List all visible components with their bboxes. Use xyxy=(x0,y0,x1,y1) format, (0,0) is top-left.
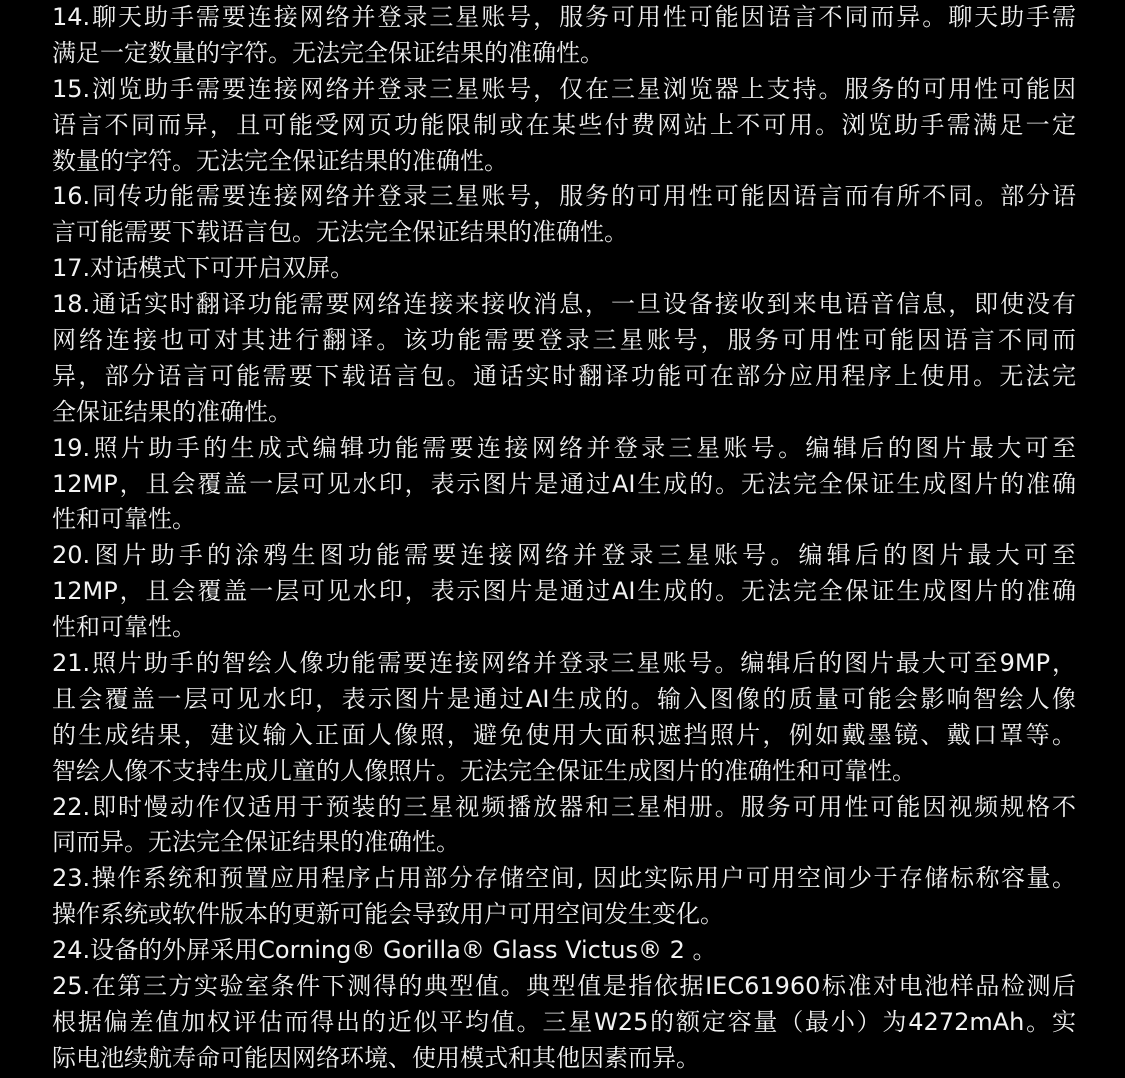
footnote-line: 15.浏览助手需要连接网络并登录三星账号，仅在三星浏览器上支持。服务的可用性可能因 xyxy=(52,74,1076,103)
footnote-15 xyxy=(52,72,1076,180)
footnote-line: 数量的字符。无法完全保证结果的准确性。 xyxy=(52,146,508,175)
footnote-line: 异，部分语言可能需要下载语言包。通话实时翻译功能可在部分应用程序上使用。无法完 xyxy=(52,361,1076,390)
footnote-line: 20.图片助手的涂鸦生图功能需要连接网络并登录三星账号。编辑后的图片最大可至 xyxy=(52,541,1076,570)
footnote-line: 操作系统或软件版本的更新可能会导致用户可用空间发生变化。 xyxy=(52,900,724,929)
footnote-line: 12MP，且会覆盖一层可见水印，表示图片是通过AI生成的。无法完全保证生成图片的准确 xyxy=(52,577,1076,606)
footnote-line: 19.照片助手的生成式编辑功能需要连接网络并登录三星账号。编辑后的图片最大可至 xyxy=(52,433,1076,462)
footnote-line: 全保证结果的准确性。 xyxy=(52,397,292,426)
footnote-25 xyxy=(52,969,1076,1077)
footnote-line: 智绘人像不支持生成儿童的人像照片。无法完全保证生成图片的准确性和可靠性。 xyxy=(52,756,916,785)
footnote-line: 言可能需要下载语言包。无法完全保证结果的准确性。 xyxy=(52,218,628,247)
footnote-line: 网络连接也可对其进行翻译。该功能需要登录三星账号，服务可用性可能因语言不同而 xyxy=(52,326,1076,355)
footnote-line: 际电池续航寿命可能因网络环境、使用模式和其他因素而异。 xyxy=(52,1043,700,1072)
footnote-line: 22.即时慢动作仅适用于预装的三星视频播放器和三星相册。服务可用性可能因视频规格不 xyxy=(52,792,1076,821)
footnote-17 xyxy=(52,251,1076,287)
footnote-line: 17.对话模式下可开启双屏。 xyxy=(52,254,355,283)
footnote-line: 语言不同而异，且可能受网页功能限制或在某些付费网站上不可用。浏览助手需满足一定 xyxy=(52,110,1076,139)
footnote-24 xyxy=(52,933,1076,969)
footnote-20 xyxy=(52,538,1076,646)
footnote-line: 同而异。无法完全保证结果的准确性。 xyxy=(52,828,460,857)
footnote-14 xyxy=(52,0,1076,72)
footnote-line: 14.聊天助手需要连接网络并登录三星账号，服务可用性可能因语言不同而异。聊天助手需 xyxy=(52,3,1076,31)
footnote-23 xyxy=(52,861,1076,933)
footnote-line: 满足一定数量的字符。无法完全保证结果的准确性。 xyxy=(52,38,604,67)
footnote-line: 性和可靠性。 xyxy=(52,613,196,642)
footnote-line: 且会覆盖一层可见水印，表示图片是通过AI生成的。输入图像的质量可能会影响智绘人像 xyxy=(52,684,1076,713)
footnote-line: 的生成结果，建议输入正面人像照，避免使用大面积遮挡照片，例如戴墨镜、戴口罩等。 xyxy=(52,720,1076,749)
footnote-line: 23.操作系统和预置应用程序占用部分存储空间, 因此实际用户可用空间少于存储标称容量。 xyxy=(52,864,1076,893)
footnotes-document xyxy=(52,0,1076,1077)
footnote-line: 12MP，且会覆盖一层可见水印，表示图片是通过AI生成的。无法完全保证生成图片的准确 xyxy=(52,469,1076,498)
footnote-21 xyxy=(52,646,1076,790)
footnote-16 xyxy=(52,179,1076,251)
footnote-line: 性和可靠性。 xyxy=(52,505,196,534)
footnote-line: 18.通话实时翻译功能需要网络连接来接收消息，一旦设备接收到来电语音信息，即使没有 xyxy=(52,290,1076,319)
footnote-19 xyxy=(52,431,1076,539)
footnote-line: 16.同传功能需要连接网络并登录三星账号，服务的可用性可能因语言而有所不同。部分语 xyxy=(52,182,1076,211)
footnote-line: 25.在第三方实验室条件下测得的典型值。典型值是指依据IEC61960标准对电池样品检测后 xyxy=(52,972,1076,1001)
footnote-line: 21.照片助手的智绘人像功能需要连接网络并登录三星账号。编辑后的图片最大可至9MP， xyxy=(52,649,1076,678)
footnote-22 xyxy=(52,790,1076,862)
footnote-18 xyxy=(52,287,1076,431)
footnote-line: 根据偏差值加权评估而得出的近似平均值。三星W25的额定容量（最小）为4272mAh。实 xyxy=(52,1007,1076,1036)
footnote-line: 24.设备的外屏采用Corning® Gorilla® Glass Victus® 2 。 xyxy=(52,936,717,965)
